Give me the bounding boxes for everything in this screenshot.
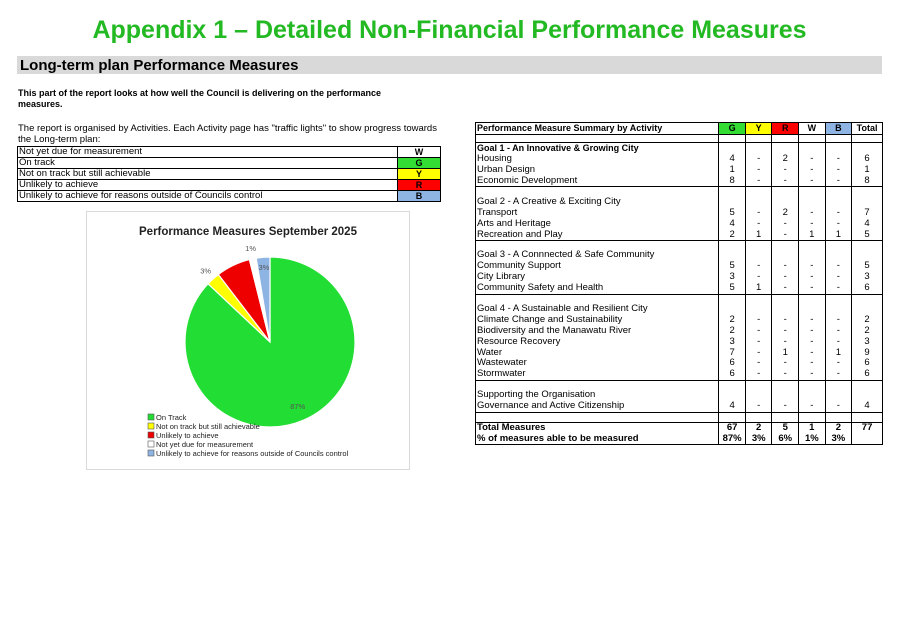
cell-total: 6	[852, 358, 883, 369]
cell-g: 5	[719, 283, 746, 294]
activity-row	[476, 272, 883, 283]
cell-y: 3%	[745, 433, 772, 444]
empty-cell	[852, 250, 883, 261]
empty-cell	[745, 294, 772, 304]
cell-y: -	[745, 261, 772, 272]
empty-cell	[772, 142, 799, 153]
empty-cell	[745, 380, 772, 390]
legend-entry-1: Not on track but still achievable	[156, 422, 260, 431]
cell-b: -	[825, 154, 852, 165]
cell-total: 5	[852, 229, 883, 240]
empty-cell	[852, 241, 883, 251]
cell-total: 7	[852, 207, 883, 218]
cell-g: 2	[719, 314, 746, 325]
cell-w: -	[799, 207, 826, 218]
cell-b: B	[825, 123, 852, 135]
legend-entry-4: Unlikely to achieve for reasons outside of Councils control	[156, 449, 349, 458]
cell-g: 4	[719, 401, 746, 412]
pie-slice-label: 1%	[245, 244, 257, 253]
activity-row	[476, 336, 883, 347]
empty-cell	[825, 390, 852, 401]
cell-y: -	[745, 314, 772, 325]
cell-r: R	[772, 123, 799, 135]
empty-cell	[745, 390, 772, 401]
empty-cell	[745, 187, 772, 197]
cell-r: 6%	[772, 433, 799, 444]
cell-y: -	[745, 176, 772, 187]
legend-label: Unlikely to achieve for reasons outside of Councils control	[18, 191, 398, 202]
row-label: Urban Design	[476, 165, 719, 176]
cell-b: -	[825, 261, 852, 272]
cell-total: 3	[852, 336, 883, 347]
total-measures-row	[476, 422, 883, 433]
cell-y: -	[745, 358, 772, 369]
cell-total: 2	[852, 325, 883, 336]
empty-cell	[772, 380, 799, 390]
cell-b: -	[825, 358, 852, 369]
cell-total: Total	[852, 123, 883, 135]
performance-summary-table	[475, 122, 883, 445]
row-label: Recreation and Play	[476, 229, 719, 240]
cell-total: 4	[852, 401, 883, 412]
cell-w: -	[799, 401, 826, 412]
legend-entry-0: On Track	[156, 413, 187, 422]
empty-cell	[745, 196, 772, 207]
pie-chart	[87, 212, 409, 469]
cell-w: -	[799, 218, 826, 229]
empty-cell	[745, 241, 772, 251]
legend-code-y: Y	[398, 169, 441, 180]
empty-cell	[799, 412, 826, 422]
activity-row	[476, 347, 883, 358]
cell-r: -	[772, 336, 799, 347]
legend-swatch-3	[148, 441, 154, 447]
cell-w: W	[799, 123, 826, 135]
cell-total: 6	[852, 154, 883, 165]
activity-row	[476, 229, 883, 240]
cell-w: -	[799, 325, 826, 336]
empty-cell	[745, 134, 772, 142]
cell-r: -	[772, 314, 799, 325]
legend-row-w	[18, 147, 441, 158]
activity-row	[476, 165, 883, 176]
legend-row-y	[18, 169, 441, 180]
cell-r: -	[772, 369, 799, 380]
chart-title: Performance Measures September 2025	[139, 226, 357, 238]
legend-label: On track	[18, 158, 398, 169]
cell-b: 1	[825, 347, 852, 358]
cell-total: 3	[852, 272, 883, 283]
empty-cell	[799, 241, 826, 251]
activity-row	[476, 283, 883, 294]
cell-b: -	[825, 314, 852, 325]
cell-w: -	[799, 176, 826, 187]
empty-cell	[745, 304, 772, 315]
empty-cell	[719, 380, 746, 390]
empty-cell	[825, 134, 852, 142]
cell-r: -	[772, 261, 799, 272]
row-label: Biodiversity and the Manawatu River	[476, 325, 719, 336]
empty-cell	[825, 304, 852, 315]
cell-y: 1	[745, 229, 772, 240]
empty-cell	[772, 304, 799, 315]
legend-label: Unlikely to achieve	[18, 180, 398, 191]
empty-cell	[825, 187, 852, 197]
legend-swatch-2	[148, 432, 154, 438]
activity-row	[476, 176, 883, 187]
row-label: Resource Recovery	[476, 336, 719, 347]
cell-total: 9	[852, 347, 883, 358]
cell-w: 1	[799, 229, 826, 240]
cell-w: -	[799, 165, 826, 176]
cell-g: 4	[719, 154, 746, 165]
row-label: Arts and Heritage	[476, 218, 719, 229]
activity-row	[476, 314, 883, 325]
legend-row-g	[18, 158, 441, 169]
cell-g: G	[719, 123, 746, 135]
empty-cell	[772, 187, 799, 197]
cell-total: 6	[852, 283, 883, 294]
activity-row	[476, 401, 883, 412]
cell-y: -	[745, 218, 772, 229]
row-label: Economic Development	[476, 176, 719, 187]
empty-cell	[825, 142, 852, 153]
legend-label: Not on track but still achievable	[18, 169, 398, 180]
empty-cell	[719, 142, 746, 153]
empty-cell	[719, 304, 746, 315]
legend-row-b	[18, 191, 441, 202]
empty-cell	[799, 250, 826, 261]
cell-y: -	[745, 347, 772, 358]
cell-w: 1	[799, 422, 826, 433]
cell-g: 2	[719, 229, 746, 240]
empty-cell	[799, 390, 826, 401]
row-label: Housing	[476, 154, 719, 165]
cell-b: -	[825, 325, 852, 336]
goal-title: Goal 3 - A Connnected & Safe Community	[476, 250, 719, 261]
cell-y: -	[745, 369, 772, 380]
goal-title: Goal 2 - A Creative & Exciting City	[476, 196, 719, 207]
goal-title-row	[476, 390, 883, 401]
activity-row	[476, 369, 883, 380]
percent-measured-row	[476, 433, 883, 444]
empty-cell	[799, 142, 826, 153]
empty-cell	[772, 390, 799, 401]
organised-text: The report is organised by Activities. Each Activity page has "traffic lights" to show progress towards the Long-term plan:	[18, 123, 437, 145]
cell-y: -	[745, 336, 772, 347]
activity-row	[476, 154, 883, 165]
row-label: Performance Measure Summary by Activity	[476, 123, 719, 135]
cell-total: 8	[852, 176, 883, 187]
pie-slice-label: 87%	[290, 402, 306, 411]
empty-cell	[825, 196, 852, 207]
spacer-row	[476, 134, 883, 142]
cell-r: 2	[772, 154, 799, 165]
cell-r: -	[772, 358, 799, 369]
empty-cell	[825, 294, 852, 304]
cell-r: 1	[772, 347, 799, 358]
cell-w: -	[799, 272, 826, 283]
legend-swatch-1	[148, 423, 154, 429]
empty-cell	[852, 304, 883, 315]
pie-slice-label: 3%	[200, 266, 212, 276]
activity-row	[476, 218, 883, 229]
cell-total: 1	[852, 165, 883, 176]
cell-g: 5	[719, 261, 746, 272]
cell-total: 77	[852, 422, 883, 433]
cell-w: -	[799, 314, 826, 325]
legend-code-r: R	[398, 180, 441, 191]
cell-g: 5	[719, 207, 746, 218]
cell-g: 8	[719, 176, 746, 187]
cell-b: -	[825, 218, 852, 229]
goal-title-row	[476, 304, 883, 315]
cell-g: 2	[719, 325, 746, 336]
legend-code-w: W	[398, 147, 441, 158]
cell-b: 2	[825, 422, 852, 433]
legend-row-r	[18, 180, 441, 191]
cell-w: 1%	[799, 433, 826, 444]
legend-swatch-0	[148, 414, 154, 420]
goal-title-row	[476, 142, 883, 153]
empty-cell	[772, 294, 799, 304]
cell-b: -	[825, 176, 852, 187]
empty-cell	[852, 380, 883, 390]
row-label: Transport	[476, 207, 719, 218]
cell-r: -	[772, 218, 799, 229]
empty-cell	[799, 380, 826, 390]
empty-cell	[799, 304, 826, 315]
cell-b: -	[825, 401, 852, 412]
spacer-row	[476, 412, 883, 422]
row-label: % of measures able to be measured	[476, 433, 719, 444]
cell-g: 67	[719, 422, 746, 433]
cell-g: 4	[719, 218, 746, 229]
goal-title: Goal 1 - An Innovative & Growing City	[476, 142, 719, 153]
summary-header-row	[476, 123, 883, 135]
empty-cell	[719, 187, 746, 197]
row-label: Wastewater	[476, 358, 719, 369]
cell-w: -	[799, 358, 826, 369]
goal-title: Supporting the Organisation	[476, 390, 719, 401]
cell-r: -	[772, 283, 799, 294]
cell-y: 1	[745, 283, 772, 294]
cell-y: -	[745, 272, 772, 283]
cell-g: 7	[719, 347, 746, 358]
cell-g: 6	[719, 369, 746, 380]
cell-r: -	[772, 165, 799, 176]
cell-y: Y	[745, 123, 772, 135]
cell-w: -	[799, 369, 826, 380]
cell-b: -	[825, 272, 852, 283]
empty-cell	[719, 250, 746, 261]
empty-cell	[852, 294, 883, 304]
empty-cell	[772, 134, 799, 142]
cell-w: -	[799, 336, 826, 347]
legend-code-g: G	[398, 158, 441, 169]
cell-g: 3	[719, 272, 746, 283]
empty-cell	[799, 187, 826, 197]
empty-cell	[772, 196, 799, 207]
empty-cell	[719, 294, 746, 304]
cell-r: -	[772, 401, 799, 412]
pie-slice-label: 3%	[258, 263, 270, 273]
cell-b: -	[825, 207, 852, 218]
cell-b: 3%	[825, 433, 852, 444]
empty-cell	[852, 187, 883, 197]
empty-cell	[476, 134, 719, 142]
activity-row	[476, 207, 883, 218]
goal-title-row	[476, 196, 883, 207]
empty-cell	[852, 412, 883, 422]
empty-cell	[825, 250, 852, 261]
cell-r: -	[772, 325, 799, 336]
cell-r: -	[772, 229, 799, 240]
cell-g: 87%	[719, 433, 746, 444]
empty-cell	[825, 241, 852, 251]
row-label: City Library	[476, 272, 719, 283]
cell-g: 3	[719, 336, 746, 347]
goal-title: Goal 4 - A Sustainable and Resilient City	[476, 304, 719, 315]
cell-y: -	[745, 325, 772, 336]
cell-w: -	[799, 154, 826, 165]
cell-total	[852, 433, 883, 444]
empty-cell	[852, 196, 883, 207]
empty-cell	[719, 412, 746, 422]
cell-w: -	[799, 261, 826, 272]
empty-cell	[799, 134, 826, 142]
row-label: Total Measures	[476, 422, 719, 433]
cell-y: -	[745, 401, 772, 412]
empty-cell	[745, 250, 772, 261]
pie-chart-panel	[86, 211, 410, 470]
legend-code-b: B	[398, 191, 441, 202]
cell-y: -	[745, 154, 772, 165]
empty-cell	[799, 294, 826, 304]
empty-cell	[852, 142, 883, 153]
cell-b: -	[825, 165, 852, 176]
empty-cell	[745, 412, 772, 422]
row-label: Community Safety and Health	[476, 283, 719, 294]
empty-cell	[772, 412, 799, 422]
cell-total: 2	[852, 314, 883, 325]
cell-y: -	[745, 165, 772, 176]
legend-swatch-4	[148, 450, 154, 456]
cell-b: 1	[825, 229, 852, 240]
cell-r: 5	[772, 422, 799, 433]
empty-cell	[476, 412, 719, 422]
goal-title-row	[476, 250, 883, 261]
empty-cell	[825, 412, 852, 422]
cell-r: 2	[772, 207, 799, 218]
empty-cell	[799, 196, 826, 207]
intro-text: This part of the report looks at how well the Council is delivering on the performance measures.	[18, 88, 382, 109]
empty-cell	[719, 134, 746, 142]
cell-total: 6	[852, 369, 883, 380]
cell-w: -	[799, 283, 826, 294]
cell-y: 2	[745, 422, 772, 433]
cell-b: -	[825, 283, 852, 294]
row-label: Climate Change and Sustainability	[476, 314, 719, 325]
empty-cell	[719, 196, 746, 207]
legend-label: Not yet due for measurement	[18, 147, 398, 158]
activity-row	[476, 261, 883, 272]
empty-cell	[772, 250, 799, 261]
activity-row	[476, 358, 883, 369]
activity-row	[476, 325, 883, 336]
row-label: Community Support	[476, 261, 719, 272]
empty-cell	[852, 134, 883, 142]
page-title: Appendix 1 – Detailed Non-Financial Performance Measures	[92, 16, 807, 44]
row-label: Water	[476, 347, 719, 358]
cell-b: -	[825, 336, 852, 347]
cell-r: -	[772, 272, 799, 283]
empty-cell	[745, 142, 772, 153]
cell-g: 6	[719, 358, 746, 369]
cell-w: -	[799, 347, 826, 358]
cell-r: -	[772, 176, 799, 187]
empty-cell	[852, 390, 883, 401]
cell-total: 5	[852, 261, 883, 272]
cell-g: 1	[719, 165, 746, 176]
row-label: Stormwater	[476, 369, 719, 380]
empty-cell	[719, 390, 746, 401]
legend-entry-2: Unlikely to achieve	[156, 431, 219, 440]
cell-total: 4	[852, 218, 883, 229]
row-label: Governance and Active Citizenship	[476, 401, 719, 412]
cell-b: -	[825, 369, 852, 380]
cell-y: -	[745, 207, 772, 218]
empty-cell	[772, 241, 799, 251]
empty-cell	[719, 241, 746, 251]
traffic-light-legend-table	[17, 146, 441, 202]
legend-entry-3: Not yet due for measurement	[156, 440, 254, 449]
section-heading: Long-term plan Performance Measures	[20, 57, 299, 74]
empty-cell	[825, 380, 852, 390]
